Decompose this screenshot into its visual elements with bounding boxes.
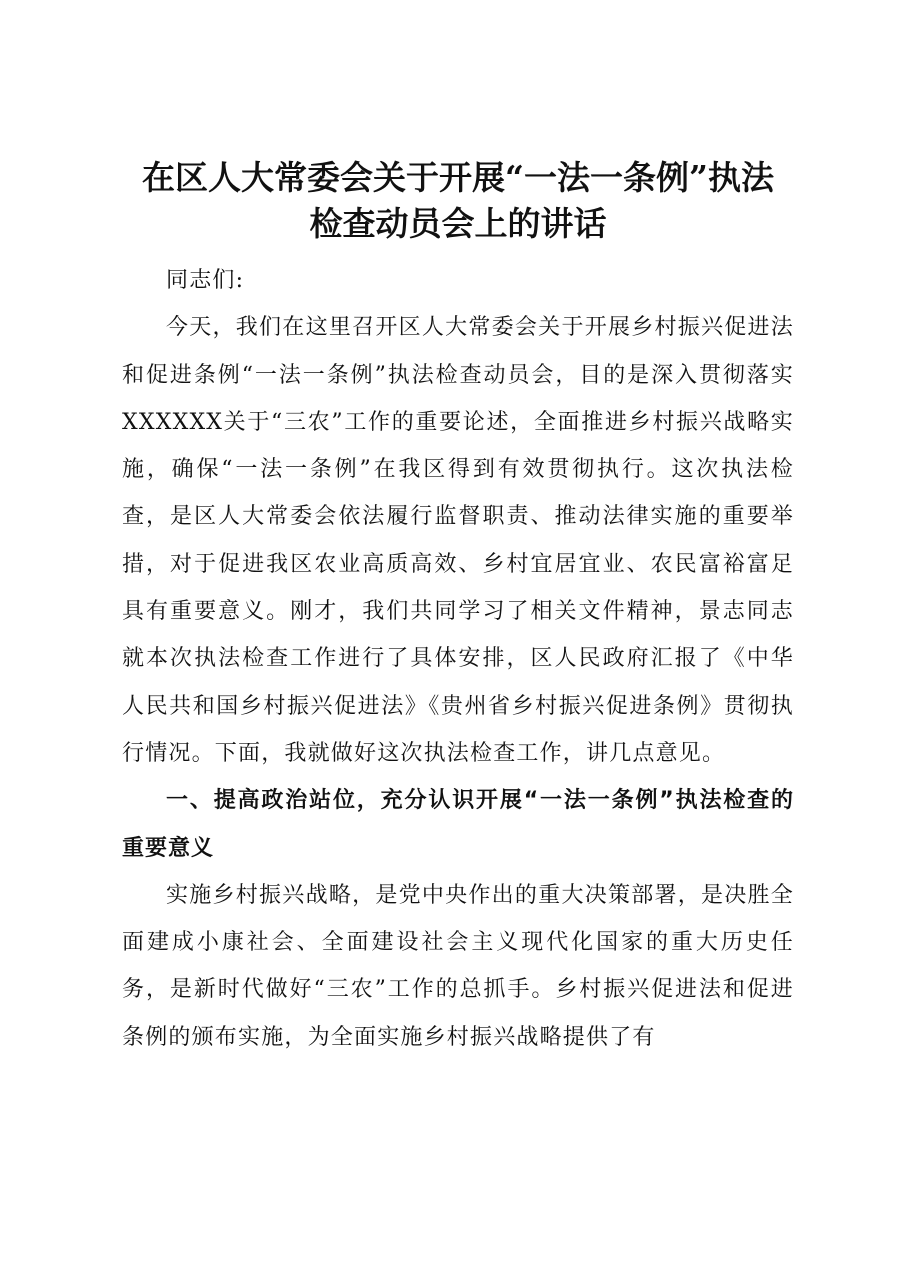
title-line-1: 在区人大常委会关于开展“一法一条例”执法 [142, 158, 774, 197]
document-body [122, 155, 794, 1061]
title-line-2: 检查动员会上的讲话 [309, 204, 607, 243]
greeting: 同志们: [166, 268, 245, 293]
section-heading-1: 一、提高政治站位，充分认识开展“一法一条例”执法检查的重要意义 [122, 788, 794, 861]
document-title [122, 155, 794, 247]
intro-paragraph: 今天，我们在这里召开区人大常委会关于开展乡村振兴促进法和促进条例“一法一条例”执法检查动员会，目的是深入贯彻落实XXXXXX关于“三农”工作的重要论述，全面推进乡村振兴战略实施，确保“一法一条例”在我区得到有效贯彻执行。这次执法检查，是区人大常委会依法履行监督职责、推动法律实施的重要举措，对于促进我区农业高质高效、乡村宜居宜业、农民富裕富足具有重要意义。刚才，我们共同学习了相关文件精神，景志同志就本次执法检查工作进行了具体安排，区人民政府汇报了《中华人民共和国乡村振兴促进法》《贵州省乡村振兴促进条例》贯彻执行情况。下面，我就做好这次执法检查工作，讲几点意见。 [122, 315, 794, 766]
section-paragraph-1: 实施乡村振兴战略，是党中央作出的重大决策部署，是决胜全面建成小康社会、全面建设社会主义现代化国家的重大历史任务，是新时代做好“三农”工作的总抓手。乡村振兴促进法和促进条例的颁布实施，为全面实施乡村振兴战略提供了有 [122, 882, 794, 1050]
